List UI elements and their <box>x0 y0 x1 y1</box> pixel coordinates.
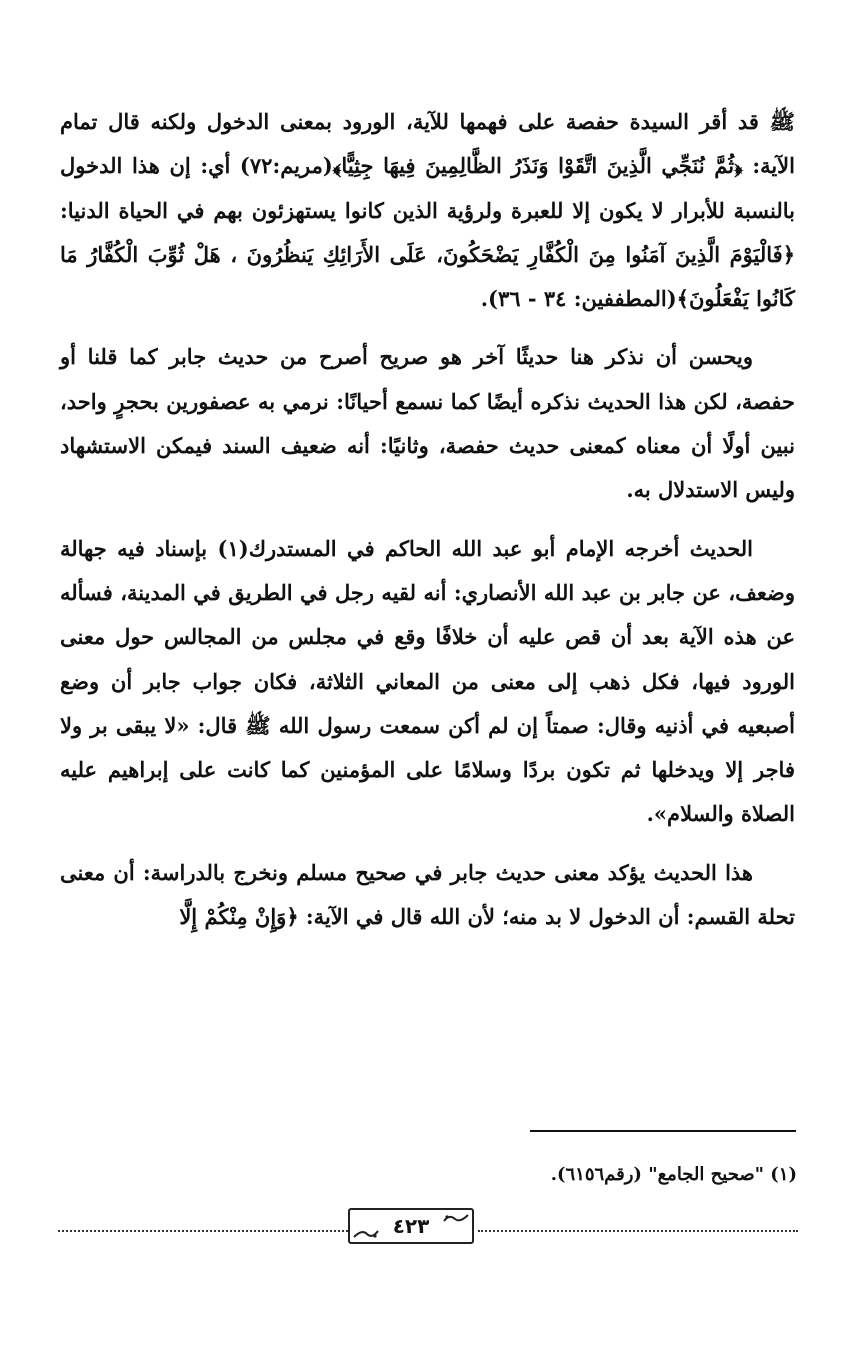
paragraph-3: الحديث أخرجه الإمام أبو عبد الله الحاكم في المستدرك(١) بإسناد فيه جهالة وضعف، عن جابر بن عبد الله الأنصاري: أنه لقيه رجل في الطريق في المدينة، فسأله عن هذه الآية بعد أن قص عليه أن خلافًا وقع في مجلس من المجالس حول معنى الورود فيها، فكل ذهب إلى معنى من المعاني الثلاثة، فكان جواب جابر أن وضع أصبعيه في أذنيه وقال: صمتاً إن لم أكن سمعت رسول الله ﷺ قال: «لا يبقى بر ولا فاجر إلا ويدخلها ثم تكون بردًا وسلامًا على المؤمنين كما كانت على إبراهيم عليه الصلاة والسلام». <box>60 535 795 827</box>
footer-dotted-rule-right <box>478 1230 798 1232</box>
page-number-frame <box>348 1208 474 1244</box>
footnote: (١) "صحيح الجامع" (رقم٦١٥٦). <box>550 1164 797 1185</box>
ornament-icon <box>443 1213 469 1223</box>
footer-dotted-rule-left <box>58 1230 348 1232</box>
paragraph-4: هذا الحديث يؤكد معنى حديث جابر في صحيح مسلم ونخرج بالدراسة: أن معنى تحلة القسم: أن الدخول لا بد منه؛ لأن الله قال في الآية: ﴿وَإِنْ مِنْكُمْ إِلَّا <box>60 859 795 930</box>
ornament-icon <box>353 1229 379 1239</box>
paragraph-1: ﷺ قد أقر السيدة حفصة على فهمها للآية، الورود بمعنى الدخول ولكنه قال تمام الآية: ﴿ثُمَّ نُنَجِّي الَّذِينَ اتَّقَوْا وَنَذَرُ الظَّالِمِينَ فِيهَا جِثِيًّا﴾(مريم:٧٢) أي: إن هذا الدخول بالنسبة للأبرار لا يكون إلا للعبرة ولرؤية الذين كانوا يستهزئون بهم في الحياة الدنيا: ﴿فَالْيَوْمَ الَّذِينَ آمَنُوا مِنَ الْكُفَّارِ يَضْحَكُونَ، عَلَى الأَرَائِكِ يَنظُرُونَ ، هَلْ ثُوِّبَ الْكُفَّارُ مَا كَانُوا يَفْعَلُونَ﴾(المطففين: ٣٤ - ٣٦). <box>60 109 795 312</box>
paragraph-2: ويحسن أن نذكر هنا حديثًا آخر هو صريح أصرح من حديث جابر كما قلنا أو حفصة، لكن هذا الحديث نذكره أيضًا كما نسمع أحيانًا: نرمي به عصفورين بحجرٍ واحد، نبين أولًا أن معناه كمعنى حديث حفصة، وثانيًا: أنه ضعيف السند فيمكن الاستشهاد وليس الاستدلال به. <box>60 344 795 503</box>
page-footer <box>58 1208 798 1248</box>
page-body <box>60 100 795 953</box>
page-number: ٤٢٣ <box>392 1214 430 1238</box>
footnote-divider <box>530 1130 796 1132</box>
